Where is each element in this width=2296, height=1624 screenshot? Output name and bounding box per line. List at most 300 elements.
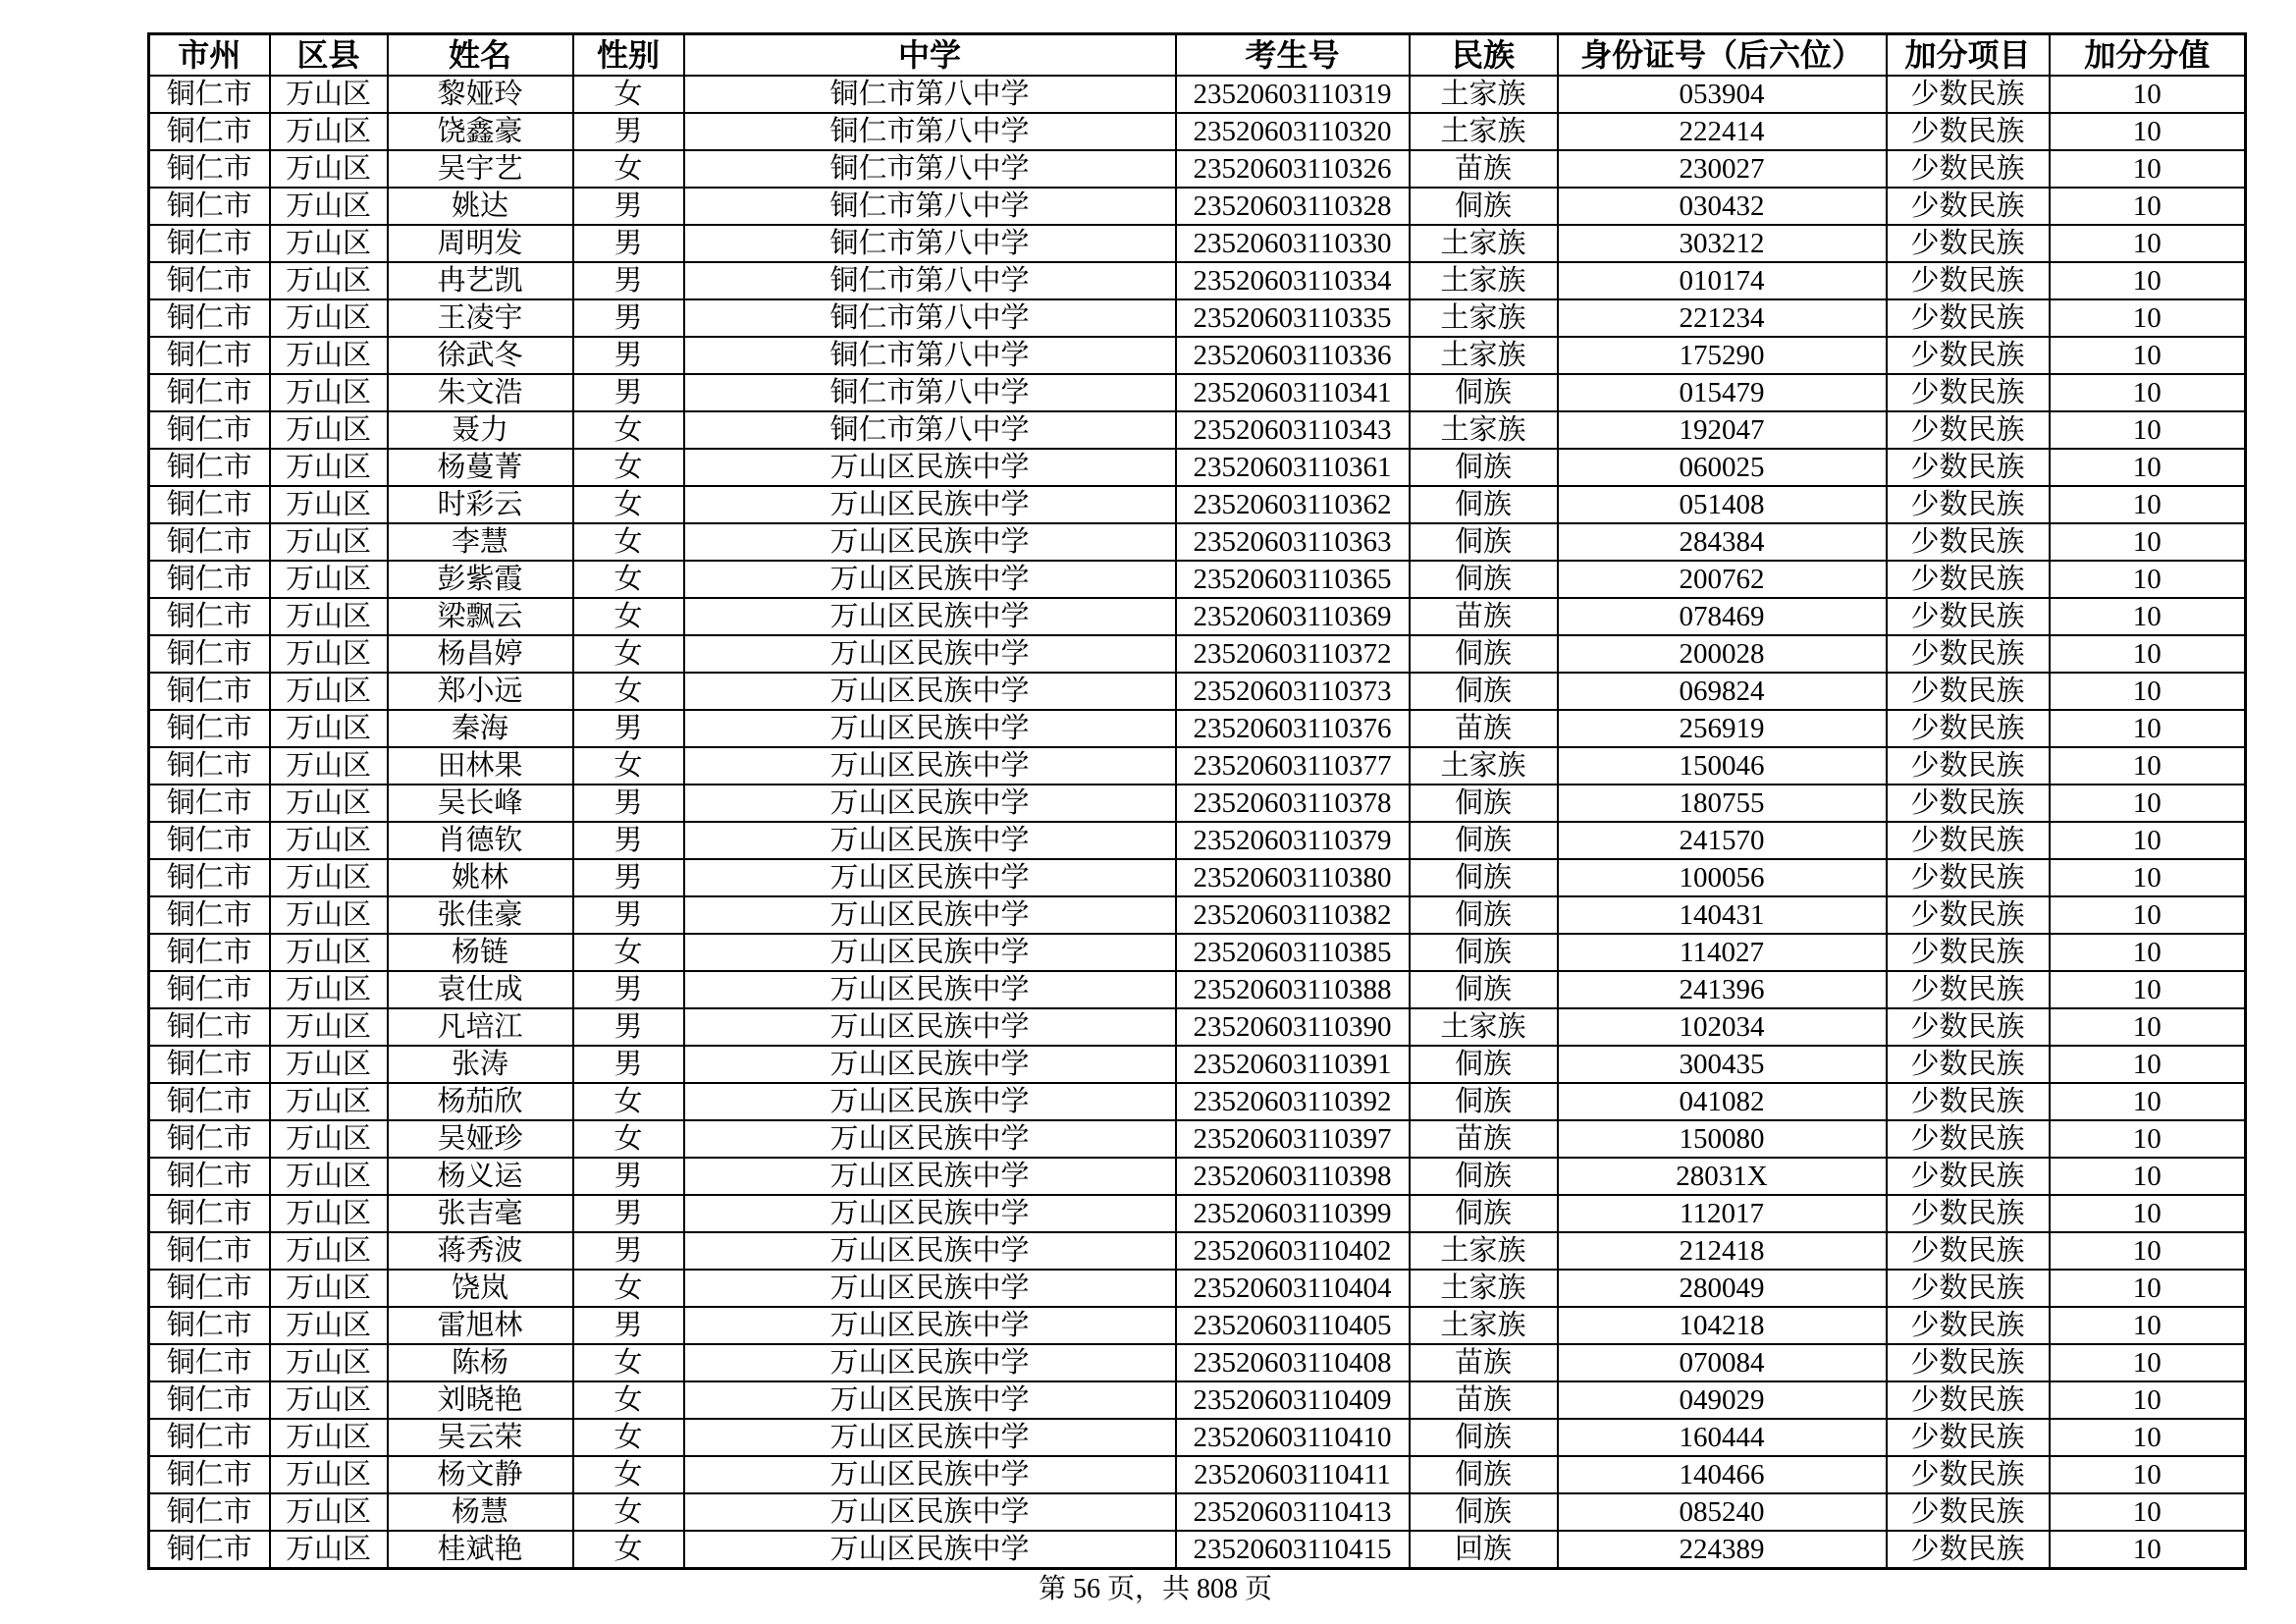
table-cell-ethnicity: 土家族	[1410, 262, 1558, 299]
table-cell-id-last6: 114027	[1558, 934, 1887, 971]
table-row	[149, 1232, 2246, 1270]
table-cell-bonus-item: 少数民族	[1887, 822, 2050, 859]
table-cell-id-last6: 112017	[1558, 1195, 1887, 1232]
table-row	[149, 1419, 2246, 1456]
table-row	[149, 1307, 2246, 1344]
table-cell-bonus-points: 10	[2050, 710, 2246, 747]
table-cell-bonus-points: 10	[2050, 1307, 2246, 1344]
table-cell-ethnicity: 苗族	[1410, 1344, 1558, 1381]
table-cell-gender: 男	[573, 374, 684, 411]
table-cell-exam-no: 23520603110380	[1176, 859, 1410, 896]
table-cell-school: 万山区民族中学	[684, 486, 1176, 523]
table-cell-name: 姚林	[388, 859, 573, 896]
table-cell-name: 田林果	[388, 747, 573, 785]
table-cell-bonus-item: 少数民族	[1887, 971, 2050, 1008]
table-cell-city: 铜仁市	[149, 486, 270, 523]
table-cell-school: 铜仁市第八中学	[684, 150, 1176, 188]
table-cell-gender: 男	[573, 1195, 684, 1232]
table-row	[149, 785, 2246, 822]
table-row	[149, 673, 2246, 710]
table-cell-gender: 女	[573, 673, 684, 710]
table-cell-bonus-item: 少数民族	[1887, 934, 2050, 971]
table-cell-ethnicity: 侗族	[1410, 374, 1558, 411]
table-cell-exam-no: 23520603110373	[1176, 673, 1410, 710]
table-cell-bonus-points: 10	[2050, 523, 2246, 561]
table-cell-school: 铜仁市第八中学	[684, 113, 1176, 150]
table-cell-gender: 女	[573, 1344, 684, 1381]
table-cell-name: 陈杨	[388, 1344, 573, 1381]
table-cell-bonus-item: 少数民族	[1887, 1307, 2050, 1344]
table-cell-exam-no: 23520603110408	[1176, 1344, 1410, 1381]
table-cell-exam-no: 23520603110376	[1176, 710, 1410, 747]
table-cell-id-last6: 212418	[1558, 1232, 1887, 1270]
table-cell-bonus-points: 10	[2050, 411, 2246, 449]
table-cell-ethnicity: 侗族	[1410, 1419, 1558, 1456]
table-cell-id-last6: 180755	[1558, 785, 1887, 822]
table-cell-school: 万山区民族中学	[684, 822, 1176, 859]
table-cell-bonus-item: 少数民族	[1887, 896, 2050, 934]
table-cell-city: 铜仁市	[149, 971, 270, 1008]
table-cell-city: 铜仁市	[149, 710, 270, 747]
table-row	[149, 1195, 2246, 1232]
table-cell-bonus-item: 少数民族	[1887, 299, 2050, 337]
table-cell-gender: 女	[573, 523, 684, 561]
table-cell-city: 铜仁市	[149, 1270, 270, 1307]
table-cell-school: 万山区民族中学	[684, 785, 1176, 822]
table-cell-district: 万山区	[270, 1008, 388, 1046]
column-header-bonus-item: 加分项目	[1887, 34, 2050, 77]
table-cell-bonus-item: 少数民族	[1887, 710, 2050, 747]
table-cell-exam-no: 23520603110382	[1176, 896, 1410, 934]
table-cell-name: 秦海	[388, 710, 573, 747]
table-cell-city: 铜仁市	[149, 1158, 270, 1195]
table-cell-exam-no: 23520603110328	[1176, 188, 1410, 225]
table-cell-school: 万山区民族中学	[684, 1307, 1176, 1344]
table-row	[149, 822, 2246, 859]
table-cell-gender: 女	[573, 635, 684, 673]
table-cell-name: 袁仕成	[388, 971, 573, 1008]
table-cell-bonus-points: 10	[2050, 1083, 2246, 1120]
table-cell-name: 桂斌艳	[388, 1531, 573, 1569]
table-cell-exam-no: 23520603110409	[1176, 1381, 1410, 1419]
column-header-id-last6: 身份证号（后六位）	[1558, 34, 1887, 77]
table-cell-school: 铜仁市第八中学	[684, 262, 1176, 299]
table-cell-city: 铜仁市	[149, 1195, 270, 1232]
table-cell-id-last6: 060025	[1558, 449, 1887, 486]
table-cell-bonus-item: 少数民族	[1887, 1232, 2050, 1270]
table-cell-district: 万山区	[270, 113, 388, 150]
table-cell-id-last6: 160444	[1558, 1419, 1887, 1456]
table-cell-bonus-points: 10	[2050, 1531, 2246, 1569]
table-cell-name: 郑小远	[388, 673, 573, 710]
column-header-name: 姓名	[388, 34, 573, 77]
table-cell-bonus-points: 10	[2050, 635, 2246, 673]
table-cell-bonus-item: 少数民族	[1887, 113, 2050, 150]
table-cell-name: 聂力	[388, 411, 573, 449]
table-cell-exam-no: 23520603110390	[1176, 1008, 1410, 1046]
table-cell-bonus-item: 少数民族	[1887, 225, 2050, 262]
table-cell-city: 铜仁市	[149, 635, 270, 673]
table-cell-bonus-points: 10	[2050, 785, 2246, 822]
table-cell-name: 吴云荣	[388, 1419, 573, 1456]
table-cell-ethnicity: 侗族	[1410, 1456, 1558, 1493]
table-cell-district: 万山区	[270, 1046, 388, 1083]
table-cell-bonus-points: 10	[2050, 673, 2246, 710]
table-cell-name: 饶鑫豪	[388, 113, 573, 150]
table-cell-gender: 女	[573, 1419, 684, 1456]
table-cell-ethnicity: 土家族	[1410, 1232, 1558, 1270]
table-cell-id-last6: 303212	[1558, 225, 1887, 262]
table-cell-id-last6: 241396	[1558, 971, 1887, 1008]
table-cell-city: 铜仁市	[149, 822, 270, 859]
table-cell-district: 万山区	[270, 1195, 388, 1232]
table-cell-name: 时彩云	[388, 486, 573, 523]
table-cell-id-last6: 104218	[1558, 1307, 1887, 1344]
table-cell-district: 万山区	[270, 188, 388, 225]
table-cell-district: 万山区	[270, 299, 388, 337]
table-cell-name: 徐武冬	[388, 337, 573, 374]
table-cell-id-last6: 175290	[1558, 337, 1887, 374]
table-cell-gender: 女	[573, 1120, 684, 1158]
table-cell-city: 铜仁市	[149, 374, 270, 411]
table-cell-gender: 女	[573, 150, 684, 188]
table-cell-ethnicity: 侗族	[1410, 1083, 1558, 1120]
table-row	[149, 188, 2246, 225]
table-cell-name: 杨昌婷	[388, 635, 573, 673]
table-cell-gender: 女	[573, 598, 684, 635]
table-cell-bonus-points: 10	[2050, 896, 2246, 934]
table-cell-gender: 女	[573, 411, 684, 449]
table-cell-ethnicity: 土家族	[1410, 337, 1558, 374]
table-cell-school: 万山区民族中学	[684, 1120, 1176, 1158]
table-cell-bonus-item: 少数民族	[1887, 1419, 2050, 1456]
table-cell-ethnicity: 苗族	[1410, 598, 1558, 635]
table-cell-exam-no: 23520603110335	[1176, 299, 1410, 337]
table-cell-bonus-points: 10	[2050, 859, 2246, 896]
table-cell-bonus-item: 少数民族	[1887, 449, 2050, 486]
table-row	[149, 1531, 2246, 1569]
table-cell-city: 铜仁市	[149, 1381, 270, 1419]
table-cell-city: 铜仁市	[149, 1419, 270, 1456]
table-cell-city: 铜仁市	[149, 896, 270, 934]
table-cell-exam-no: 23520603110385	[1176, 934, 1410, 971]
table-cell-ethnicity: 侗族	[1410, 822, 1558, 859]
table-cell-city: 铜仁市	[149, 225, 270, 262]
table-cell-name: 朱文浩	[388, 374, 573, 411]
table-cell-bonus-points: 10	[2050, 1195, 2246, 1232]
table-row	[149, 113, 2246, 150]
table-cell-gender: 男	[573, 188, 684, 225]
table-cell-school: 铜仁市第八中学	[684, 225, 1176, 262]
table-cell-ethnicity: 苗族	[1410, 710, 1558, 747]
table-cell-ethnicity: 侗族	[1410, 449, 1558, 486]
table-cell-city: 铜仁市	[149, 523, 270, 561]
table-cell-district: 万山区	[270, 486, 388, 523]
table-cell-school: 万山区民族中学	[684, 710, 1176, 747]
table-cell-exam-no: 23520603110362	[1176, 486, 1410, 523]
table-cell-id-last6: 28031X	[1558, 1158, 1887, 1195]
table-cell-gender: 男	[573, 299, 684, 337]
table-cell-ethnicity: 苗族	[1410, 1120, 1558, 1158]
table-cell-ethnicity: 土家族	[1410, 1307, 1558, 1344]
table-cell-exam-no: 23520603110341	[1176, 374, 1410, 411]
table-cell-city: 铜仁市	[149, 1046, 270, 1083]
table-cell-district: 万山区	[270, 1120, 388, 1158]
table-cell-id-last6: 078469	[1558, 598, 1887, 635]
table-cell-id-last6: 230027	[1558, 150, 1887, 188]
table-cell-city: 铜仁市	[149, 747, 270, 785]
table-cell-name: 王凌宇	[388, 299, 573, 337]
table-cell-exam-no: 23520603110379	[1176, 822, 1410, 859]
table-cell-bonus-item: 少数民族	[1887, 673, 2050, 710]
table-cell-district: 万山区	[270, 449, 388, 486]
table-cell-bonus-item: 少数民族	[1887, 523, 2050, 561]
table-cell-bonus-item: 少数民族	[1887, 486, 2050, 523]
table-cell-exam-no: 23520603110405	[1176, 1307, 1410, 1344]
table-cell-gender: 女	[573, 1381, 684, 1419]
table-cell-exam-no: 23520603110320	[1176, 113, 1410, 150]
table-cell-district: 万山区	[270, 934, 388, 971]
table-cell-gender: 男	[573, 1158, 684, 1195]
table-cell-id-last6: 221234	[1558, 299, 1887, 337]
table-cell-school: 万山区民族中学	[684, 1195, 1176, 1232]
table-cell-name: 肖德钦	[388, 822, 573, 859]
table-cell-school: 铜仁市第八中学	[684, 299, 1176, 337]
table-cell-id-last6: 256919	[1558, 710, 1887, 747]
table-cell-bonus-points: 10	[2050, 1158, 2246, 1195]
table-cell-district: 万山区	[270, 150, 388, 188]
table-row	[149, 449, 2246, 486]
table-cell-id-last6: 030432	[1558, 188, 1887, 225]
table-cell-exam-no: 23520603110415	[1176, 1531, 1410, 1569]
table-row	[149, 710, 2246, 747]
table-row	[149, 374, 2246, 411]
table-cell-name: 张吉毫	[388, 1195, 573, 1232]
table-row	[149, 971, 2246, 1008]
table-cell-gender: 女	[573, 561, 684, 598]
table-cell-school: 万山区民族中学	[684, 1531, 1176, 1569]
table-cell-bonus-points: 10	[2050, 486, 2246, 523]
table-cell-ethnicity: 侗族	[1410, 561, 1558, 598]
table-cell-exam-no: 23520603110319	[1176, 76, 1410, 113]
table-cell-school: 万山区民族中学	[684, 971, 1176, 1008]
table-cell-bonus-points: 10	[2050, 971, 2246, 1008]
table-cell-gender: 女	[573, 1531, 684, 1569]
table-cell-bonus-item: 少数民族	[1887, 1083, 2050, 1120]
table-cell-exam-no: 23520603110343	[1176, 411, 1410, 449]
table-cell-bonus-item: 少数民族	[1887, 374, 2050, 411]
column-header-gender: 性别	[573, 34, 684, 77]
table-row	[149, 561, 2246, 598]
table-cell-name: 凡培江	[388, 1008, 573, 1046]
table-cell-gender: 男	[573, 822, 684, 859]
table-cell-id-last6: 300435	[1558, 1046, 1887, 1083]
table-cell-bonus-points: 10	[2050, 561, 2246, 598]
table-row	[149, 635, 2246, 673]
table-cell-district: 万山区	[270, 710, 388, 747]
table-row	[149, 76, 2246, 113]
table-cell-name: 杨蔓菁	[388, 449, 573, 486]
table-cell-ethnicity: 苗族	[1410, 1381, 1558, 1419]
table-cell-city: 铜仁市	[149, 1083, 270, 1120]
bonus-points-table	[147, 32, 2247, 1570]
table-cell-gender: 女	[573, 934, 684, 971]
table-cell-gender: 男	[573, 262, 684, 299]
table-cell-id-last6: 085240	[1558, 1493, 1887, 1531]
column-header-school: 中学	[684, 34, 1176, 77]
table-row	[149, 1493, 2246, 1531]
table-cell-exam-no: 23520603110397	[1176, 1120, 1410, 1158]
table-cell-bonus-item: 少数民族	[1887, 1046, 2050, 1083]
table-cell-school: 万山区民族中学	[684, 1270, 1176, 1307]
table-cell-bonus-points: 10	[2050, 113, 2246, 150]
table-cell-gender: 女	[573, 1083, 684, 1120]
table-cell-name: 吴宇艺	[388, 150, 573, 188]
table-cell-name: 杨义运	[388, 1158, 573, 1195]
table-row	[149, 1381, 2246, 1419]
table-cell-bonus-points: 10	[2050, 188, 2246, 225]
table-row	[149, 262, 2246, 299]
table-row	[149, 1270, 2246, 1307]
column-header-ethnicity: 民族	[1410, 34, 1558, 77]
table-row	[149, 859, 2246, 896]
table-cell-ethnicity: 土家族	[1410, 1008, 1558, 1046]
table-cell-name: 彭紫霞	[388, 561, 573, 598]
table-cell-bonus-item: 少数民族	[1887, 785, 2050, 822]
table-cell-ethnicity: 侗族	[1410, 523, 1558, 561]
table-cell-exam-no: 23520603110378	[1176, 785, 1410, 822]
table-cell-gender: 男	[573, 896, 684, 934]
table-cell-gender: 男	[573, 1046, 684, 1083]
table-cell-district: 万山区	[270, 225, 388, 262]
table-cell-school: 万山区民族中学	[684, 1232, 1176, 1270]
table-cell-gender: 男	[573, 113, 684, 150]
table-cell-id-last6: 100056	[1558, 859, 1887, 896]
table-cell-name: 饶岚	[388, 1270, 573, 1307]
table-cell-district: 万山区	[270, 635, 388, 673]
table-cell-exam-no: 23520603110330	[1176, 225, 1410, 262]
table-cell-exam-no: 23520603110361	[1176, 449, 1410, 486]
table-cell-bonus-item: 少数民族	[1887, 1008, 2050, 1046]
table-cell-bonus-points: 10	[2050, 374, 2246, 411]
table-cell-id-last6: 049029	[1558, 1381, 1887, 1419]
table-cell-city: 铜仁市	[149, 76, 270, 113]
table-cell-ethnicity: 侗族	[1410, 635, 1558, 673]
table-cell-id-last6: 102034	[1558, 1008, 1887, 1046]
column-header-city: 市州	[149, 34, 270, 77]
table-cell-district: 万山区	[270, 1344, 388, 1381]
table-cell-bonus-item: 少数民族	[1887, 1493, 2050, 1531]
table-cell-gender: 女	[573, 449, 684, 486]
table-cell-ethnicity: 侗族	[1410, 896, 1558, 934]
table-cell-district: 万山区	[270, 1493, 388, 1531]
table-cell-ethnicity: 土家族	[1410, 299, 1558, 337]
table-cell-district: 万山区	[270, 337, 388, 374]
table-cell-district: 万山区	[270, 1531, 388, 1569]
table-cell-city: 铜仁市	[149, 188, 270, 225]
table-cell-bonus-item: 少数民族	[1887, 188, 2050, 225]
table-cell-city: 铜仁市	[149, 449, 270, 486]
table-cell-ethnicity: 侗族	[1410, 859, 1558, 896]
table-cell-school: 万山区民族中学	[684, 1456, 1176, 1493]
table-cell-bonus-item: 少数民族	[1887, 598, 2050, 635]
table-cell-name: 刘晓艳	[388, 1381, 573, 1419]
table-cell-name: 杨文静	[388, 1456, 573, 1493]
table-cell-id-last6: 192047	[1558, 411, 1887, 449]
table-row	[149, 150, 2246, 188]
table-cell-exam-no: 23520603110388	[1176, 971, 1410, 1008]
table-cell-id-last6: 053904	[1558, 76, 1887, 113]
table-cell-name: 张涛	[388, 1046, 573, 1083]
table-cell-name: 黎娅玲	[388, 76, 573, 113]
table-cell-exam-no: 23520603110392	[1176, 1083, 1410, 1120]
table-cell-district: 万山区	[270, 1307, 388, 1344]
table-cell-bonus-points: 10	[2050, 934, 2246, 971]
table-cell-bonus-points: 10	[2050, 76, 2246, 113]
table-cell-bonus-item: 少数民族	[1887, 1270, 2050, 1307]
table-cell-gender: 女	[573, 76, 684, 113]
table-row	[149, 1008, 2246, 1046]
table-cell-name: 吴长峰	[388, 785, 573, 822]
table-cell-district: 万山区	[270, 1419, 388, 1456]
table-cell-city: 铜仁市	[149, 673, 270, 710]
table-cell-exam-no: 23520603110377	[1176, 747, 1410, 785]
table-cell-district: 万山区	[270, 374, 388, 411]
table-cell-city: 铜仁市	[149, 934, 270, 971]
table-row	[149, 337, 2246, 374]
table-cell-bonus-points: 10	[2050, 822, 2246, 859]
table-cell-bonus-item: 少数民族	[1887, 1344, 2050, 1381]
header-row	[149, 34, 2246, 77]
table-cell-name: 周明发	[388, 225, 573, 262]
table-cell-district: 万山区	[270, 1083, 388, 1120]
table-cell-gender: 女	[573, 486, 684, 523]
table-cell-id-last6: 010174	[1558, 262, 1887, 299]
table-cell-city: 铜仁市	[149, 337, 270, 374]
table-cell-bonus-points: 10	[2050, 1493, 2246, 1531]
table-cell-ethnicity: 土家族	[1410, 225, 1558, 262]
table-cell-gender: 女	[573, 1493, 684, 1531]
table-cell-bonus-points: 10	[2050, 747, 2246, 785]
table-cell-city: 铜仁市	[149, 561, 270, 598]
table-cell-name: 梁飘云	[388, 598, 573, 635]
table-cell-city: 铜仁市	[149, 785, 270, 822]
table-row	[149, 747, 2246, 785]
table-cell-district: 万山区	[270, 1158, 388, 1195]
table-cell-district: 万山区	[270, 822, 388, 859]
table-cell-exam-no: 23520603110402	[1176, 1232, 1410, 1270]
column-header-district: 区县	[270, 34, 388, 77]
table-cell-ethnicity: 侗族	[1410, 1046, 1558, 1083]
table-cell-exam-no: 23520603110365	[1176, 561, 1410, 598]
table-cell-district: 万山区	[270, 1456, 388, 1493]
table-cell-city: 铜仁市	[149, 1232, 270, 1270]
table-cell-id-last6: 041082	[1558, 1083, 1887, 1120]
table-cell-gender: 男	[573, 225, 684, 262]
table-cell-city: 铜仁市	[149, 113, 270, 150]
table-cell-city: 铜仁市	[149, 262, 270, 299]
table-cell-bonus-points: 10	[2050, 1120, 2246, 1158]
table-header	[149, 34, 2246, 77]
table-cell-district: 万山区	[270, 1381, 388, 1419]
table-cell-ethnicity: 侗族	[1410, 971, 1558, 1008]
table-cell-city: 铜仁市	[149, 859, 270, 896]
table-cell-bonus-points: 10	[2050, 1232, 2246, 1270]
table-row	[149, 1120, 2246, 1158]
table-cell-gender: 男	[573, 971, 684, 1008]
table-cell-district: 万山区	[270, 561, 388, 598]
table-cell-ethnicity: 土家族	[1410, 76, 1558, 113]
